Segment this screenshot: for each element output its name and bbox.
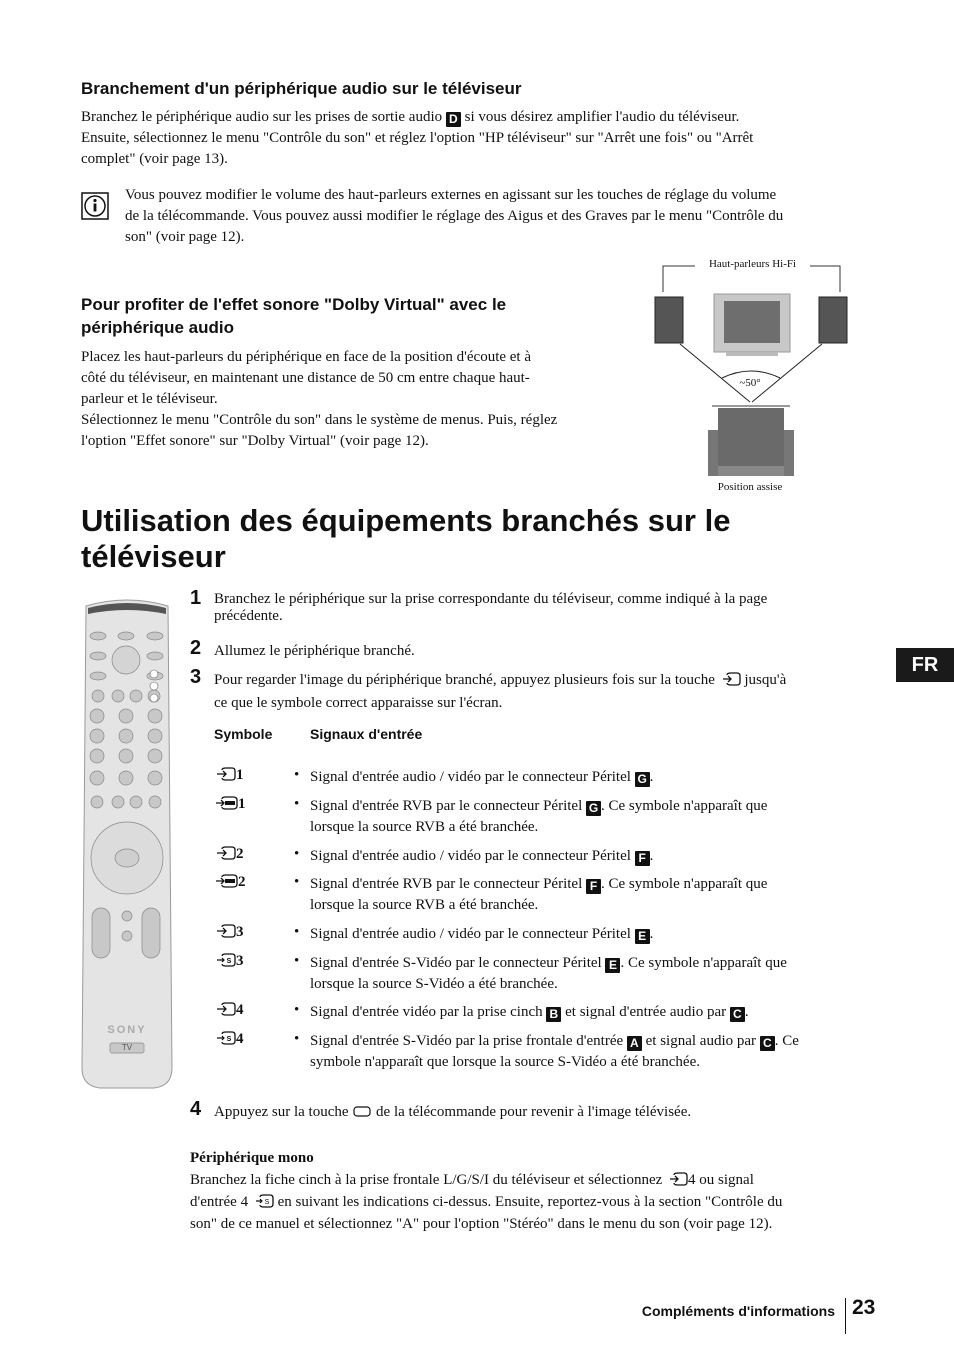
svideo-input-icon [214, 953, 236, 972]
row-symbol: S 4 [214, 1031, 244, 1050]
language-tab: FR [896, 648, 954, 682]
speakers-label: Haut-parleurs Hi-Fi [695, 258, 810, 270]
row-description: Signal d'entrée RVB par le connecteur Péritel F . Ce symbole n'apparaît que lorsque la source RVB a été branchée. [310, 876, 768, 913]
mono-paragraph: Branchez la fiche cinch à la prise frontale L/G/S/I du téléviseur et sélectionnez 4 ou signal d'entrée 4 S en suivant les indications ci-dessus. Ensuite, reportez-vous à la section "Contrôle du son" de ce manuel et sélectionnez "A" pour l'option "Stéréo" dans le menu du son (voir page 12). [190, 1172, 783, 1232]
row-description: Signal d'entrée audio / vidéo par le connecteur Péritel G . [310, 769, 654, 786]
step-number: 2 [190, 637, 202, 659]
row-description: Signal d'entrée vidéo par la prise cinch B et signal d'entrée audio par C . [310, 1004, 749, 1021]
av-input-icon [214, 1002, 236, 1021]
row-symbol: 2 [214, 846, 244, 865]
info-icon [81, 192, 109, 225]
connector-badge: F [635, 851, 650, 866]
row-symbol: 4 [214, 1002, 244, 1021]
footer-divider [845, 1298, 846, 1334]
row-symbol: 1 [214, 796, 246, 815]
connector-badge: E [605, 958, 620, 973]
bullet: • [294, 953, 300, 969]
main-title: Utilisation des équipements branchés sur le téléviseur [81, 503, 731, 574]
table-header-symbol: Symbole [214, 726, 273, 742]
remote-model: TV [121, 1043, 133, 1052]
step-2: Allumez le périphérique branché. [214, 643, 415, 659]
connector-badge: C [760, 1036, 775, 1051]
speaker-placement-diagram [640, 252, 870, 502]
row-description: Signal d'entrée audio / vidéo par le connecteur Péritel E . [310, 926, 654, 943]
av-input-icon [214, 767, 236, 786]
section-heading-dolby: Pour profiter de l'effet sonore "Dolby Virtual" avec le périphérique audio [81, 295, 507, 337]
bullet: • [294, 796, 300, 812]
row-description: Signal d'entrée S-Vidéo par le connecteur Péritel E . Ce symbole n'apparaît que lorsque la source S-Vidéo a été branchée. [310, 955, 787, 992]
av-input-icon [666, 1172, 688, 1192]
step-number: 1 [190, 587, 202, 609]
row-description: Signal d'entrée audio / vidéo par le connecteur Péritel F . [310, 848, 654, 865]
table-header-signals: Signaux d'entrée [310, 726, 423, 742]
svg-text:S: S [226, 958, 232, 965]
dolby-paragraph: Placez les haut-parleurs du périphérique en face de la position d'écoute et à côté du téléviseur, en maintenant une distance de 50 cm entre chaque haut- parleur et le téléviseur. Sélectionnez le menu "Contrôle du son" dans le système de menus. Puis, réglez l'option "Effet sonore" sur "Dolby Virtual" (voir page 12). [81, 349, 558, 449]
input-select-icon [719, 672, 741, 693]
av-input-icon [214, 846, 236, 865]
angle-label: ~50° [739, 377, 761, 389]
svg-text:S: S [226, 1036, 232, 1043]
av-input-icon [214, 924, 236, 943]
mono-heading: Périphérique mono [190, 1150, 314, 1166]
connector-badge: D [446, 112, 461, 127]
row-symbol: S 3 [214, 953, 244, 972]
connector-badge: B [546, 1007, 561, 1022]
seat-label: Position assise [717, 481, 783, 493]
rgb-input-icon [214, 874, 238, 893]
row-symbol: 2 [214, 874, 246, 893]
remote-control-illustration [80, 598, 174, 1095]
rgb-input-icon [214, 796, 238, 815]
remote-brand: SONY [107, 1024, 147, 1036]
row-symbol: 1 [214, 767, 244, 786]
step-number: 4 [190, 1098, 202, 1120]
bullet: • [294, 874, 300, 890]
bullet: • [294, 846, 300, 862]
step-number: 3 [190, 666, 202, 688]
footer-section: Compléments d'informations [641, 1303, 835, 1319]
connector-badge: F [586, 879, 601, 894]
bullet: • [294, 767, 300, 783]
bullet: • [294, 1031, 300, 1047]
connector-badge: G [635, 772, 650, 787]
step-4: Appuyez sur la touche de la télécommande pour revenir à l'image télévisée. [214, 1102, 884, 1125]
connector-badge: E [635, 929, 650, 944]
svideo-input-icon [252, 1194, 274, 1214]
connector-badge: C [730, 1007, 745, 1022]
step-1: Branchez le périphérique sur la prise correspondante du téléviseur, comme indiqué à la page précédente. [214, 591, 768, 624]
row-description: Signal d'entrée RVB par le connecteur Péritel G . Ce symbole n'apparaît que lorsque la source RVB a été branchée. [310, 798, 768, 835]
row-description: Signal d'entrée S-Vidéo par la prise frontale d'entrée A et signal audio par C . Ce symbole n'apparaît que lorsque la source S-Vidéo a été branchée. [310, 1033, 799, 1070]
row-symbol: 3 [214, 924, 244, 943]
svg-text:S: S [264, 1199, 270, 1206]
bullet: • [294, 924, 300, 940]
connector-badge: A [627, 1036, 642, 1051]
svideo-input-icon [214, 1031, 236, 1050]
bullet: • [294, 1002, 300, 1018]
tv-button-icon [352, 1104, 372, 1125]
page-number: 23 [852, 1296, 876, 1319]
step-3: Pour regarder l'image du périphérique branché, appuyez plusieurs fois sur la touche jusqu'à ce que le symbole correct apparaisse sur l'écran. [214, 672, 787, 711]
info-note: Vous pouvez modifier le volume des haut-parleurs externes en agissant sur les touches de réglage du volume de la télécommande. Vous pouvez aussi modifier le réglage des Aigus et des Graves par le menu "Contrôle du son" (voir page 12). [125, 187, 784, 245]
section-audio-paragraph: Branchez le périphérique audio sur les prises de sortie audio D si vous désirez amplifier l'audio du téléviseur. Ensuite, sélectionnez le menu "Contrôle du son" et réglez l'option "HP téléviseur" sur "Arrêt une fois" ou "Arrêt complet" (voir page 13). [81, 109, 754, 167]
section-heading-audio: Branchement d'un périphérique audio sur le téléviseur [81, 79, 522, 98]
connector-badge: G [586, 801, 601, 816]
